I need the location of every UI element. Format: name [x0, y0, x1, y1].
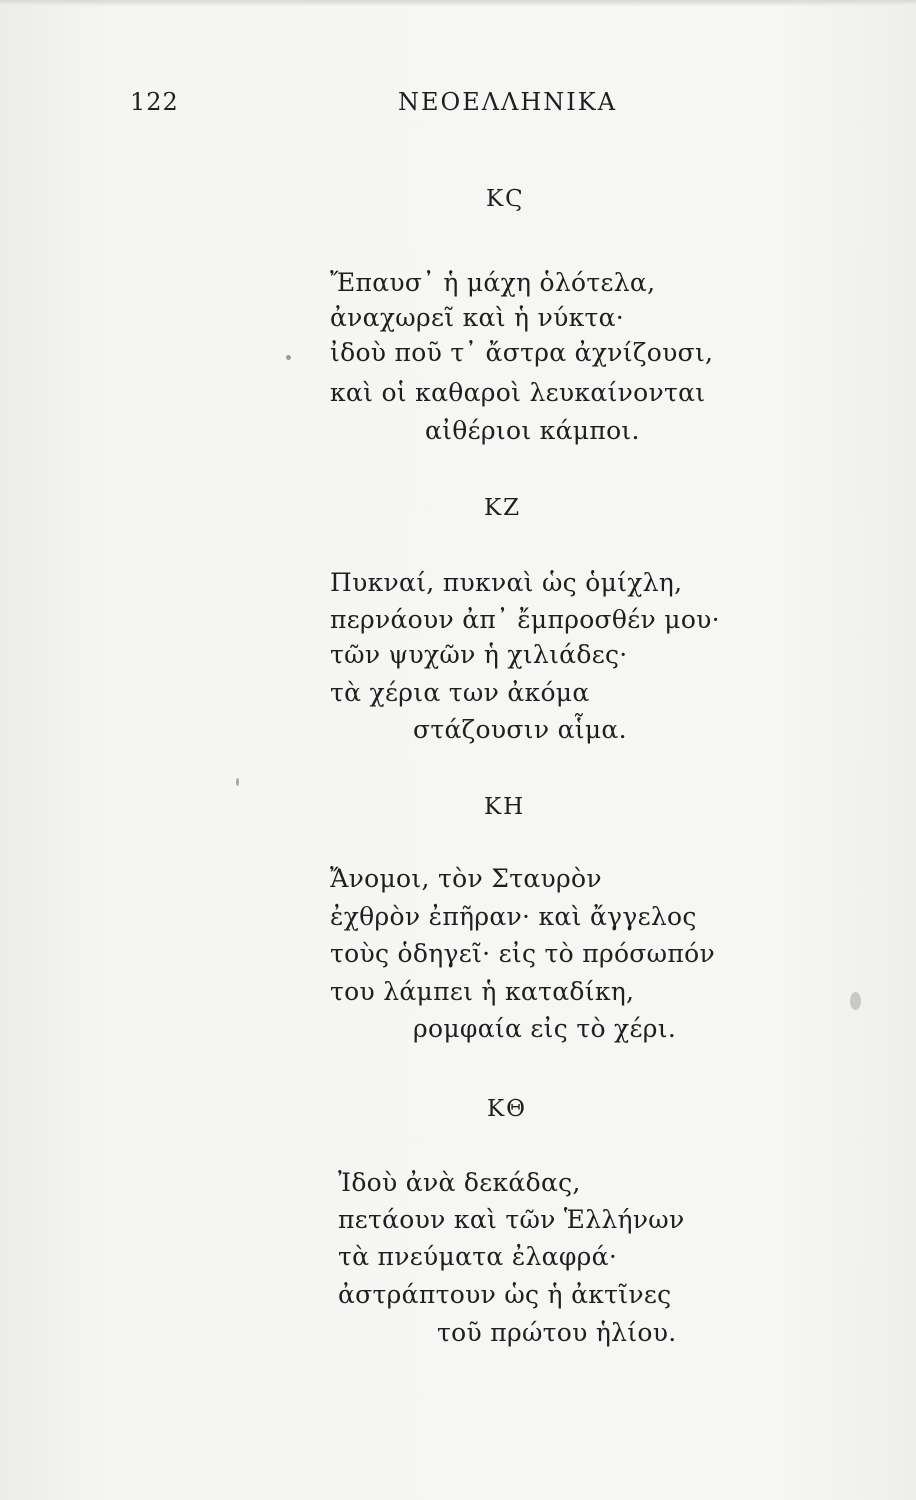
poem-line: Ἔπαυσ᾽ ἡ μάχη ὁλότελα,	[330, 268, 656, 297]
poem-line: Ἄνομοι, τὸν Σταυρὸν	[330, 864, 602, 893]
section-heading-27: ΚΖ	[484, 495, 522, 521]
ink-speck	[236, 778, 239, 786]
section-heading-28: ΚΗ	[484, 794, 526, 820]
section-heading-29: ΚΘ	[487, 1096, 528, 1122]
poem-line: αἰθέριοι κάμποι.	[425, 416, 640, 445]
poem-line: στάζουσιν αἷμα.	[413, 715, 627, 744]
poem-line: πετάουν καὶ τῶν Ἑλλήνων	[338, 1205, 685, 1234]
running-title: ΝΕΟΕΛΛΗΝΙΚΑ	[398, 88, 618, 116]
poem-line: τοὺς ὁδηγεῖ· εἰς τὸ πρόσωπόν	[330, 939, 715, 968]
poem-line: ρομφαία εἰς τὸ χέρι.	[413, 1014, 677, 1043]
poem-line: ἐχθρὸν ἐπῆραν· καὶ ἄγγελος	[330, 902, 697, 931]
ink-speck	[286, 355, 291, 360]
poem-line: Ἰδοὺ ἀνὰ δεκάδας,	[338, 1168, 581, 1197]
poem-line: καὶ οἱ καθαροὶ λευκαίνονται	[330, 378, 706, 407]
page-number: 122	[130, 88, 179, 116]
poem-line: ἀναχωρεῖ καὶ ἡ νύκτα·	[330, 303, 625, 332]
poem-line: τὰ πνεύματα ἐλαφρά·	[338, 1242, 618, 1271]
poem-line: του λάμπει ἡ καταδίκη,	[330, 977, 635, 1006]
page-top-edge	[0, 0, 916, 6]
poem-line: τοῦ πρώτου ἡλίου.	[437, 1318, 677, 1347]
section-heading-26: ΚϚ	[486, 186, 525, 212]
poem-line: Πυκναί, πυκναὶ ὡς ὁμίχλη,	[330, 568, 683, 597]
ink-speck	[850, 992, 861, 1010]
poem-line: τὰ χέρια των ἀκόμα	[330, 678, 590, 707]
poem-line: ἰδοὺ ποῦ τ᾽ ἄστρα ἀχνίζουσι,	[330, 338, 714, 367]
poem-line: τῶν ψυχῶν ἡ χιλιάδες·	[330, 640, 628, 669]
poem-line: ἀστράπτουν ὡς ἡ ἀκτῖνες	[338, 1280, 672, 1309]
poem-line: περνάουν ἀπ᾽ ἔμπροσθέν μου·	[330, 605, 720, 634]
